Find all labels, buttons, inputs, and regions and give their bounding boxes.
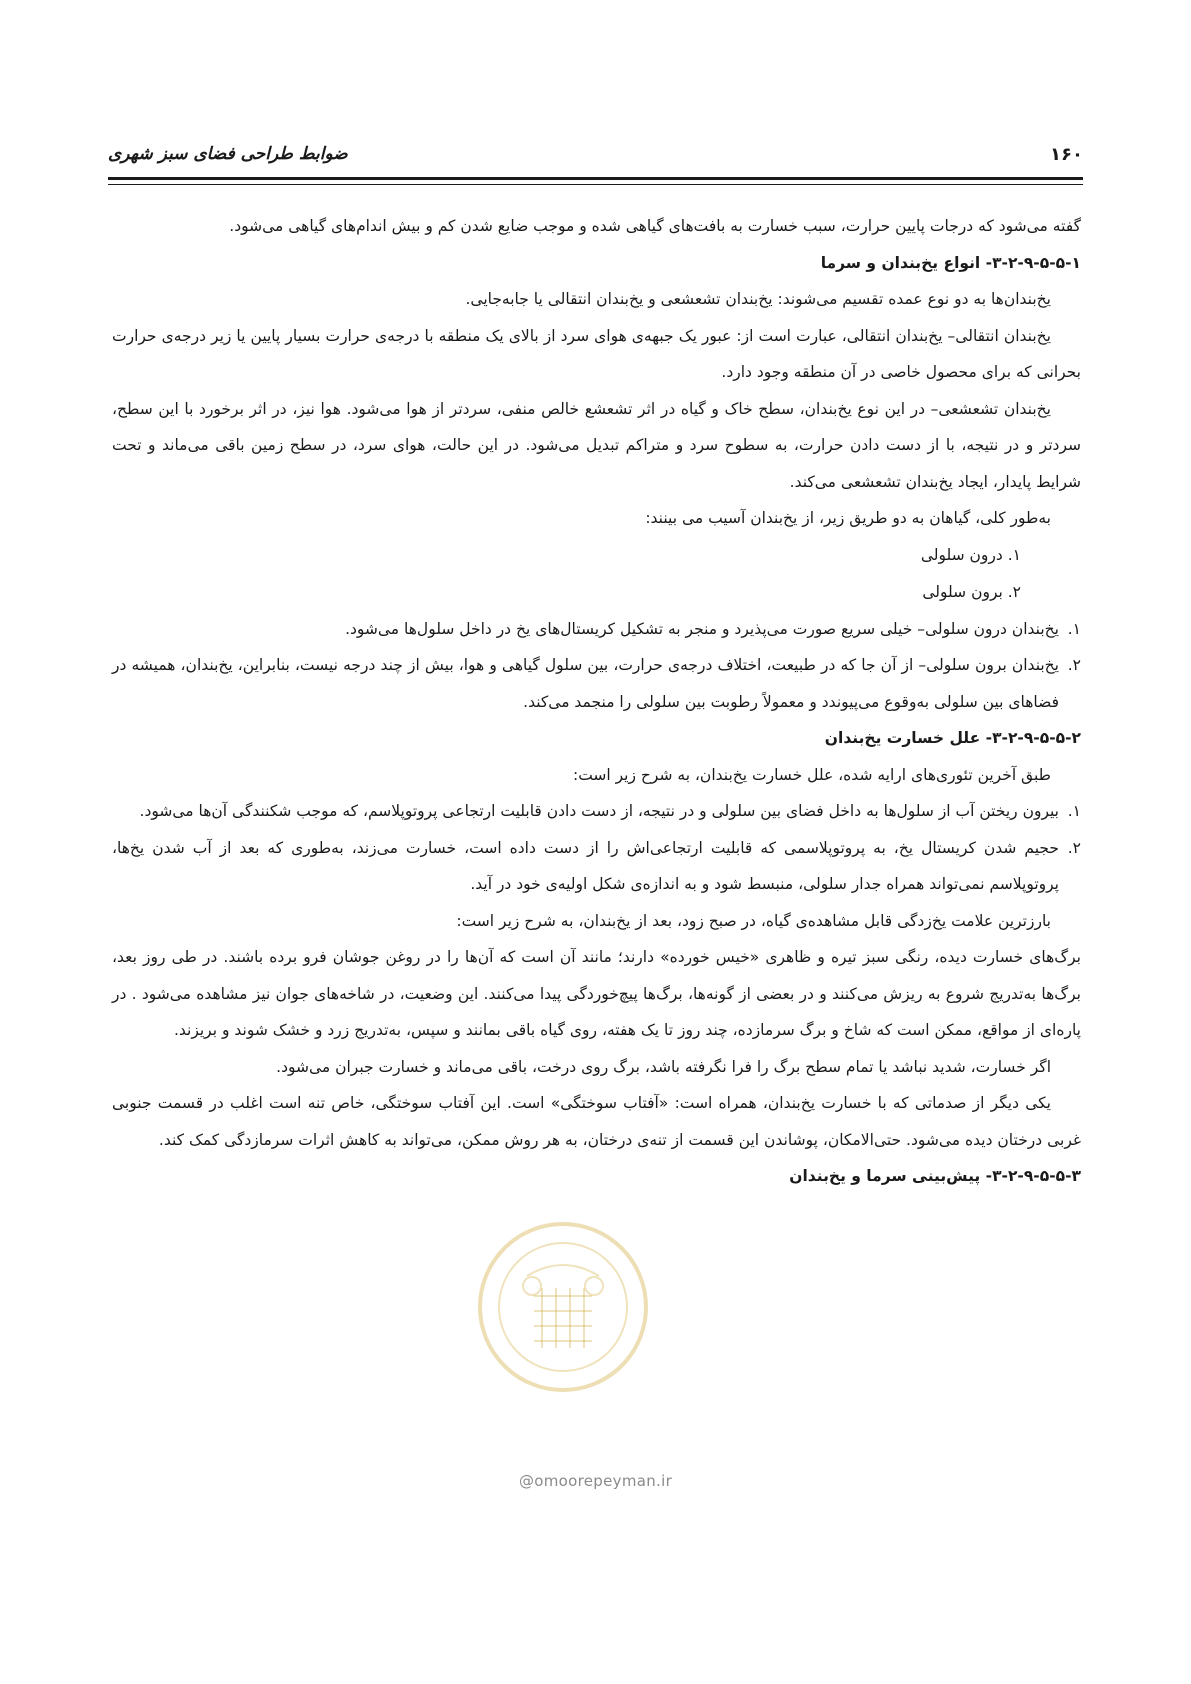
paragraph: گفته می‌شود که درجات پایین حرارت، سبب خسارت به بافت‌های گیاهی شده و موجب ضایع شدن کم و بیش اندام‌های گیاهی می‌شود. bbox=[229, 217, 1081, 235]
paragraph: به‌طور کلی، گیاهان به دو طریق زیر، از یخ‌بندان آسیب می بینند: bbox=[645, 509, 1051, 527]
paragraph: اگر خسارت، شدید نباشد یا تمام سطح برگ را فرا نگرفته باشد، برگ روی درخت، باقی می‌ماند و خسارت جبران می‌شود. bbox=[276, 1057, 1051, 1076]
section-heading: ۳-۲-۹-۵-۵-۳- پیش‌بینی سرما و یخ‌بندان bbox=[789, 1167, 1081, 1185]
paragraph: یخ‌بندان انتقالی– یخ‌بندان انتقالی، عبارت است از: عبور یک جبهه‌ی هوای سرد از بالای یک منطقه با درجه‌ی حرارت بسیار پایین یا زیر درجه‌ی حرارت بحرانی که برای محصول خاصی در آن منطقه وجود دارد. bbox=[112, 326, 1081, 381]
paragraph: بارزترین علامت یخ‌زدگی قابل مشاهده‌ی گیاه، در صبح زود، بعد از یخ‌بندان، به شرح زیر است: bbox=[456, 911, 1051, 930]
item-text: حجیم شدن کریستال یخ، به پروتوپلاسمی که قابلیت ارتجاعی‌اش را از دست داده است، خسارت می‌زند، به‌طوری که بعد از آب شدن یخ‌ها، پروتوپلاسم نمی‌تواند همراه جدار سلولی، منبسط شود و به اندازه‌ی شکل اولیه‌ی خود در آید. bbox=[112, 838, 1059, 893]
item-text: بیرون ریختن آب از سلول‌ها به داخل فضای بین سلولی و در نتیجه، از دست دادن قابلیت ارتجاعی پروتوپلاسم، که موجب شکنندگی آن‌ها می‌شود. bbox=[139, 802, 1059, 820]
numbered-item bbox=[112, 830, 1081, 903]
body-text bbox=[112, 208, 1081, 1195]
page-header bbox=[108, 138, 1083, 178]
paragraph: برگ‌های خسارت دیده، رنگی سبز تیره و ظاهری «خیس خورده» دارند؛ مانند آن است که آن‌ها را در روغن جوشان فرو برده باشند. در طی روز بعد، برگ‌ها به‌تدریج شروع به ریزش می‌کنند و در بعضی از گونه‌ها، برگ‌ها پیچ‌خوردگی پیدا می‌کنند. این وضعیت، در شاخه‌های جوان نیز مشاهده می‌شود . در پاره‌ای از مواقع، ممکن است که شاخ و برگ سرمازده، چند روز تا یک هفته، روی گیاه باقی بمانند و سپس، به‌تدریج زرد و خشک شوند و بریزند. bbox=[112, 948, 1081, 1039]
numbered-item bbox=[112, 647, 1081, 720]
paragraph: یکی دیگر از صدماتی که با خسارت یخ‌بندان، همراه است: «آفتاب سوختگی» است. این آفتاب سوختگی، خاص تنه است اغلب در قسمت جنوبی غربی درختان دیده می‌شود. حتی‌الامکان، پوشاندن این قسمت از تنه‌ی درختان، به هر روش ممکن، می‌تواند به کاهش اثرات سرمازدگی کمک کند. bbox=[112, 1094, 1081, 1149]
item-number: ۲. bbox=[1067, 656, 1081, 674]
section-heading: ۳-۲-۹-۵-۵-۱- انواع یخ‌بندان و سرما bbox=[820, 253, 1081, 272]
item-number: ۱. bbox=[1067, 619, 1081, 638]
watermark bbox=[0, 1472, 1191, 1490]
short-list bbox=[112, 537, 1081, 611]
paragraph: یخ‌بندان تشعشعی– در این نوع یخ‌بندان، سطح خاک و گیاه در اثر تشعشع خالص منفی، سردتر از هوا می‌شود. هوا نیز، در اثر برخورد با این سطح، سردتر و در نتیجه، با از دست دادن حرارت، به سطوح سرد و متراکم تبدیل می‌شود. در این حالت، هوای سرد، در سطح زمین باقی می‌ماند و تحت شرایط پایدار، ایجاد یخ‌بندان تشعشعی می‌کند. bbox=[112, 399, 1081, 491]
numbered-item bbox=[112, 793, 1081, 830]
seal-emblem-icon bbox=[482, 1226, 644, 1388]
item-number: ۲. bbox=[1067, 838, 1081, 857]
item-text: یخ‌بندان برون سلولی– از آن جا که در طبیعت، اختلاف درجه‌ی حرارت، بین سلول گیاهی و هوا، بیش از چند درجه نیست، بنابراین، یخ‌بندان، همیشه در فضاهای بین سلولی به‌وقوع می‌پیوندد و معمولاً رطوبت بین سلولی را منجمد می‌کند. bbox=[112, 656, 1059, 711]
section-heading: ۳-۲-۹-۵-۵-۲- علل خسارت یخ‌بندان bbox=[824, 729, 1081, 747]
numbered-item bbox=[112, 611, 1081, 648]
list-item: ۱. درون سلولی bbox=[920, 545, 1021, 564]
header-rule-thin bbox=[108, 184, 1083, 185]
item-number: ۱. bbox=[1067, 802, 1081, 820]
seal-stamp bbox=[478, 1222, 648, 1392]
running-title: ضوابط طراحی فضای سبز شهری bbox=[108, 144, 348, 164]
watermark-text: omoorepeyman.ir bbox=[534, 1472, 673, 1490]
paragraph: طبق آخرین تئوری‌های ارایه شده، علل خسارت یخ‌بندان، به شرح زیر است: bbox=[572, 765, 1051, 784]
header-rule-thick bbox=[108, 177, 1083, 180]
page-number: ۱۶۰ bbox=[1050, 144, 1083, 165]
list-item: ۲. برون سلولی bbox=[922, 582, 1021, 601]
item-text: یخ‌بندان درون سلولی– خیلی سریع صورت می‌پذیرد و منجر به تشکیل کریستال‌های یخ در داخل سلول‌ها می‌شود. bbox=[345, 619, 1059, 638]
at-sign-icon: @ bbox=[518, 1472, 535, 1490]
paragraph: یخ‌بندان‌ها به دو نوع عمده تقسیم می‌شوند: یخ‌بندان تشعشعی و یخ‌بندان انتقالی یا جابه‌جایی. bbox=[465, 290, 1051, 308]
